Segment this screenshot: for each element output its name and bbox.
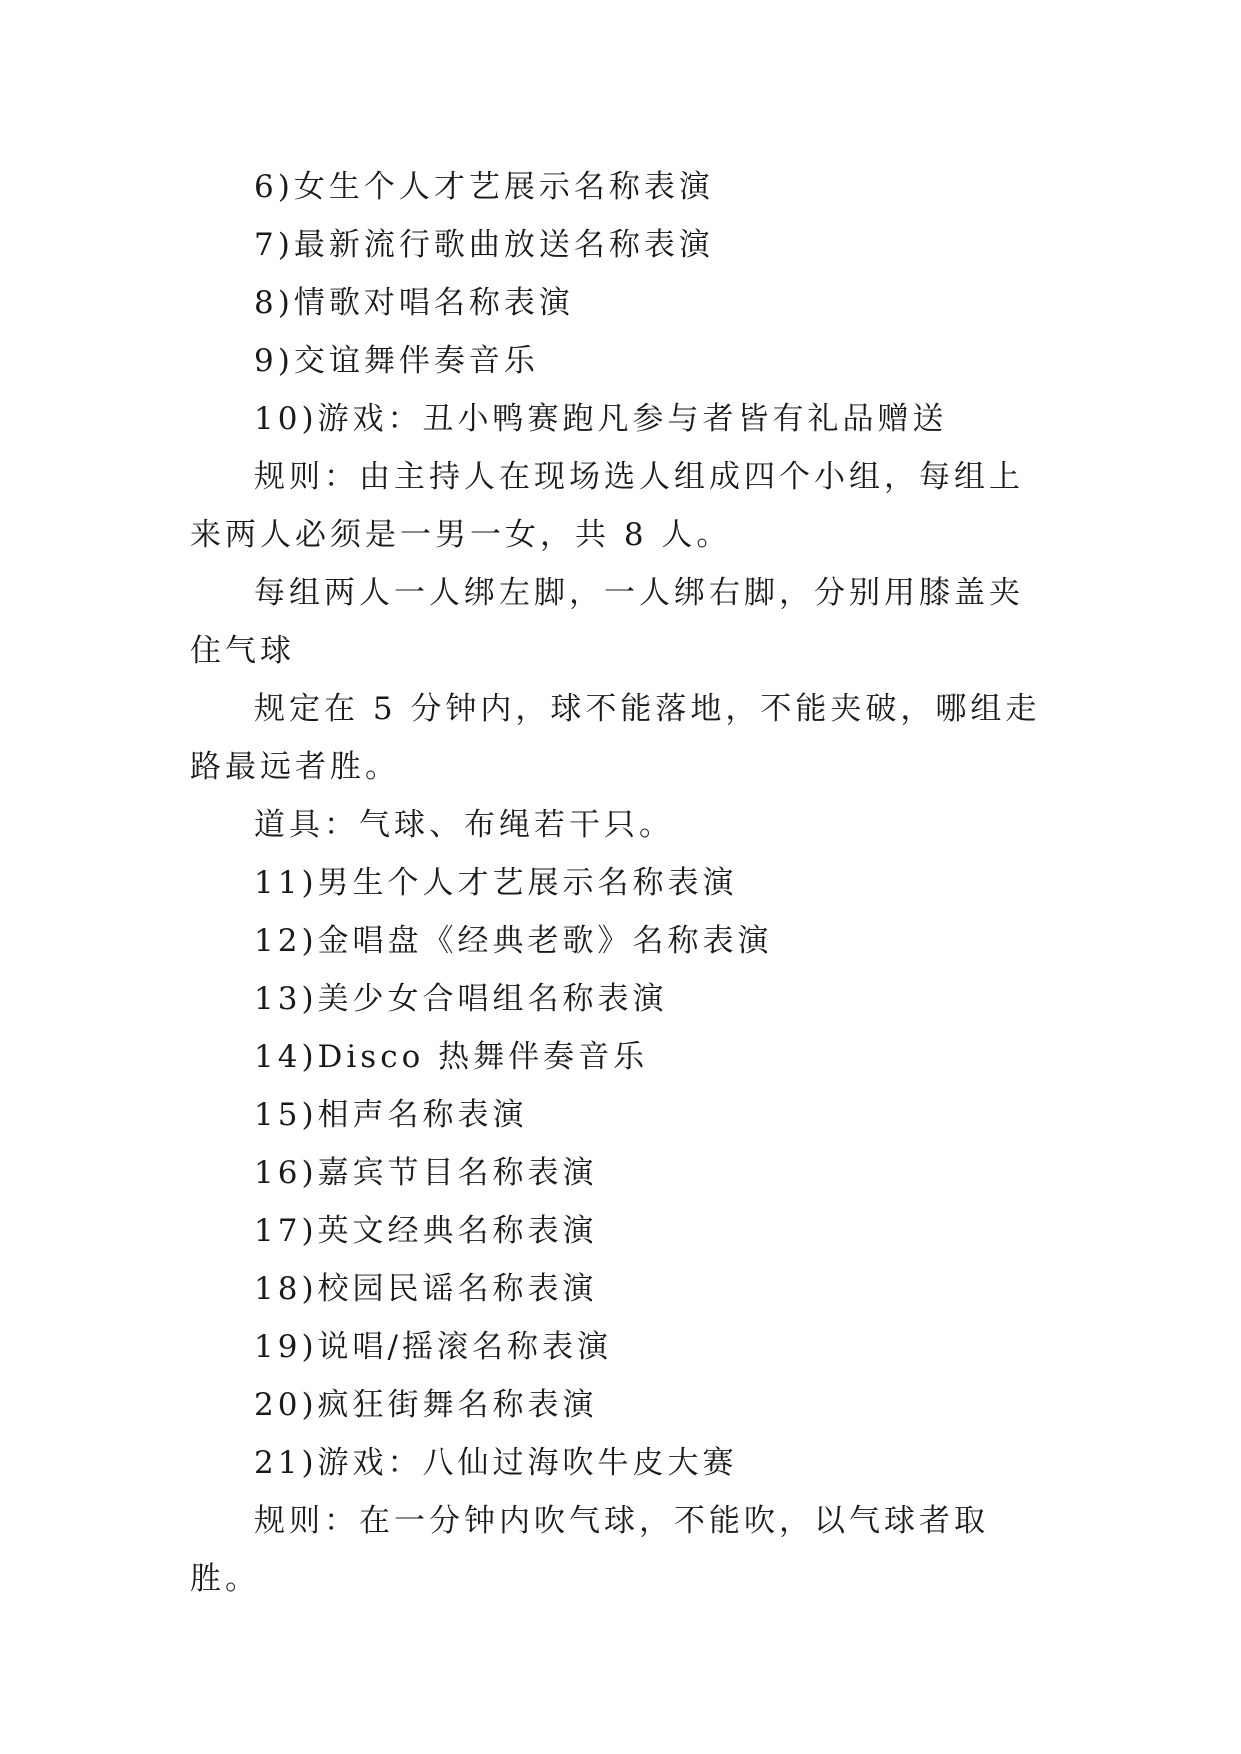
list-item: 16)嘉宾节目名称表演 [254,1155,598,1191]
list-item: 21)游戏：八仙过海吹牛皮大赛 [254,1445,738,1481]
rule-paragraph: 规则：在一分钟内吹气球，不能吹，以气球者取胜。 [190,1503,989,1597]
list-item: 13)美少女合唱组名称表演 [254,981,668,1017]
list-item: 10)游戏：丑小鸭赛跑凡参与者皆有礼品赠送 [254,401,948,437]
document-body [190,158,1050,1608]
props-paragraph: 道具：气球、布绳若干只。 [254,807,674,843]
list-item: 9)交谊舞伴奏音乐 [254,343,539,379]
list-item: 8)情歌对唱名称表演 [254,285,574,321]
rule-paragraph: 规定在 5 分钟内，球不能落地，不能夹破，哪组走路最远者胜。 [190,691,1041,785]
list-item: 18)校园民谣名称表演 [254,1271,598,1307]
list-item: 7)最新流行歌曲放送名称表演 [254,227,714,263]
list-item: 11)男生个人才艺展示名称表演 [254,865,738,901]
rule-paragraph: 规则：由主持人在现场选人组成四个小组，每组上来两人必须是一男一女，共 8 人。 [190,459,1024,553]
list-item: 19)说唱/摇滚名称表演 [254,1329,612,1365]
rule-paragraph: 每组两人一人绑左脚，一人绑右脚，分别用膝盖夹住气球 [190,575,1024,669]
list-item: 6)女生个人才艺展示名称表演 [254,169,714,205]
list-item: 17)英文经典名称表演 [254,1213,598,1249]
list-item: 14)Disco 热舞伴奏音乐 [254,1039,649,1075]
list-item: 15)相声名称表演 [254,1097,528,1133]
list-item: 20)疯狂街舞名称表演 [254,1387,598,1423]
list-item: 12)金唱盘《经典老歌》名称表演 [254,923,773,959]
